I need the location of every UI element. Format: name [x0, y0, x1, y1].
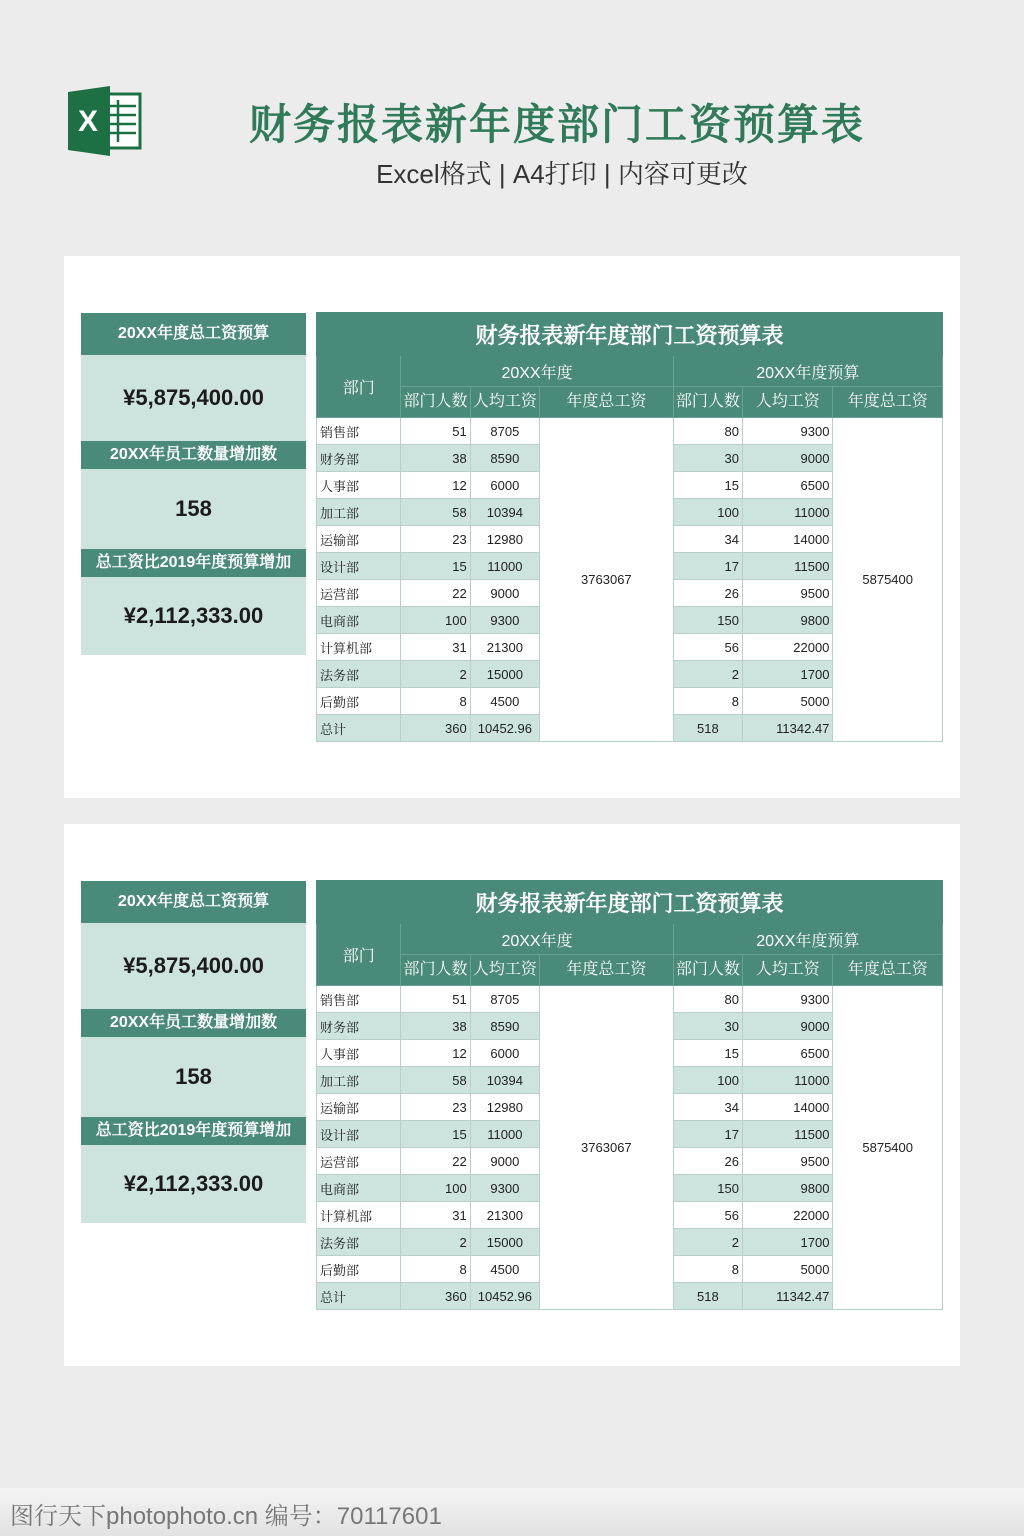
summary-label: 20XX年度总工资预算 — [81, 881, 306, 923]
avg-cell: 4500 — [470, 688, 539, 715]
avg-cell: 9000 — [743, 445, 833, 472]
people-cell: 58 — [401, 499, 470, 526]
people-cell: 2 — [673, 1229, 742, 1256]
avg-cell: 8705 — [470, 986, 539, 1013]
budget-card-2 — [64, 824, 960, 1366]
avg-cell: 15000 — [470, 1229, 539, 1256]
avg-cell: 11000 — [470, 1121, 539, 1148]
people-cell: 26 — [673, 580, 742, 607]
summary-label: 总工资比2019年度预算增加 — [81, 1117, 306, 1145]
summary-value: 158 — [81, 1037, 306, 1117]
col-total-header: 年度总工资 — [540, 955, 674, 986]
summary-label: 20XX年度总工资预算 — [81, 313, 306, 355]
budget-table — [316, 880, 943, 1310]
avg-cell: 9500 — [743, 1148, 833, 1175]
dept-cell: 财务部 — [317, 1013, 401, 1040]
people-cell: 2 — [673, 661, 742, 688]
avg-cell: 10394 — [470, 499, 539, 526]
people-cell: 34 — [673, 1094, 742, 1121]
avg-cell: 11000 — [470, 553, 539, 580]
summary-label: 20XX年员工数量增加数 — [81, 441, 306, 469]
people-cell: 23 — [401, 1094, 470, 1121]
dept-cell: 运输部 — [317, 1094, 401, 1121]
people-cell: 360 — [401, 1283, 470, 1310]
dept-header: 部门 — [317, 924, 401, 986]
dept-cell: 财务部 — [317, 445, 401, 472]
total-current-cell: 3763067 — [540, 986, 674, 1310]
col-people-header: 部门人数 — [401, 387, 470, 418]
col-people-header: 部门人数 — [673, 955, 742, 986]
dept-cell: 运营部 — [317, 1148, 401, 1175]
group-header-budget: 20XX年度预算 — [673, 924, 942, 955]
avg-cell: 9300 — [470, 1175, 539, 1202]
col-avg-header: 人均工资 — [470, 387, 539, 418]
dept-cell: 人事部 — [317, 472, 401, 499]
people-cell: 38 — [401, 445, 470, 472]
people-cell: 15 — [401, 553, 470, 580]
page-title: 财务报表新年度部门工资预算表 — [248, 101, 865, 148]
total-budget-cell: 5875400 — [833, 986, 943, 1310]
people-cell: 22 — [401, 1148, 470, 1175]
avg-cell: 9800 — [743, 1175, 833, 1202]
summary-panel — [81, 313, 306, 655]
dept-cell: 电商部 — [317, 607, 401, 634]
dept-cell: 销售部 — [317, 986, 401, 1013]
dept-cell: 运输部 — [317, 526, 401, 553]
people-cell: 150 — [673, 607, 742, 634]
people-cell: 518 — [673, 1283, 742, 1310]
avg-cell: 5000 — [743, 688, 833, 715]
group-header-current: 20XX年度 — [401, 924, 673, 955]
people-cell: 12 — [401, 472, 470, 499]
dept-cell: 加工部 — [317, 499, 401, 526]
avg-cell: 6500 — [743, 472, 833, 499]
people-cell: 58 — [401, 1067, 470, 1094]
people-cell: 38 — [401, 1013, 470, 1040]
people-cell: 100 — [673, 499, 742, 526]
people-cell: 15 — [401, 1121, 470, 1148]
avg-cell: 15000 — [470, 661, 539, 688]
dept-header: 部门 — [317, 356, 401, 418]
people-cell: 100 — [673, 1067, 742, 1094]
avg-cell: 10394 — [470, 1067, 539, 1094]
total-budget-cell: 5875400 — [833, 418, 943, 742]
budget-table — [316, 312, 943, 742]
avg-cell: 14000 — [743, 1094, 833, 1121]
avg-cell: 22000 — [743, 634, 833, 661]
people-cell: 15 — [673, 472, 742, 499]
people-cell: 8 — [401, 688, 470, 715]
col-total-header: 年度总工资 — [540, 387, 674, 418]
people-cell: 15 — [673, 1040, 742, 1067]
col-people-header: 部门人数 — [673, 387, 742, 418]
avg-cell: 6000 — [470, 1040, 539, 1067]
dept-cell: 计算机部 — [317, 1202, 401, 1229]
people-cell: 360 — [401, 715, 470, 742]
people-cell: 2 — [401, 661, 470, 688]
avg-cell: 9800 — [743, 607, 833, 634]
table-row — [317, 986, 943, 1013]
avg-cell: 9000 — [470, 580, 539, 607]
people-cell: 8 — [401, 1256, 470, 1283]
dept-cell: 运营部 — [317, 580, 401, 607]
avg-cell: 8590 — [470, 445, 539, 472]
avg-cell: 21300 — [470, 634, 539, 661]
dept-cell: 总计 — [317, 1283, 401, 1310]
people-cell: 31 — [401, 634, 470, 661]
avg-cell: 9500 — [743, 580, 833, 607]
people-cell: 100 — [401, 1175, 470, 1202]
summary-value: 158 — [81, 469, 306, 549]
table-title: 财务报表新年度部门工资预算表 — [317, 313, 943, 356]
people-cell: 56 — [673, 1202, 742, 1229]
table-title: 财务报表新年度部门工资预算表 — [317, 881, 943, 924]
logo-letter: X — [77, 105, 99, 138]
people-cell: 8 — [673, 1256, 742, 1283]
table-row — [317, 418, 943, 445]
watermark-text: 图行天下photophoto.cn 编号：70117601 — [10, 1503, 442, 1530]
col-avg-header: 人均工资 — [470, 955, 539, 986]
col-total-header: 年度总工资 — [833, 955, 943, 986]
dept-cell: 销售部 — [317, 418, 401, 445]
avg-cell: 9000 — [470, 1148, 539, 1175]
people-cell: 22 — [401, 580, 470, 607]
people-cell: 51 — [401, 986, 470, 1013]
avg-cell: 21300 — [470, 1202, 539, 1229]
col-people-header: 部门人数 — [401, 955, 470, 986]
summary-value: ¥2,112,333.00 — [81, 1145, 306, 1223]
budget-card-1 — [64, 256, 960, 798]
avg-cell: 22000 — [743, 1202, 833, 1229]
summary-label: 总工资比2019年度预算增加 — [81, 549, 306, 577]
dept-cell: 设计部 — [317, 553, 401, 580]
col-avg-header: 人均工资 — [743, 955, 833, 986]
group-header-current: 20XX年度 — [401, 356, 673, 387]
people-cell: 17 — [673, 553, 742, 580]
avg-cell: 11500 — [743, 553, 833, 580]
dept-cell: 后勤部 — [317, 1256, 401, 1283]
avg-cell: 4500 — [470, 1256, 539, 1283]
people-cell: 30 — [673, 1013, 742, 1040]
summary-value: ¥5,875,400.00 — [81, 355, 306, 441]
people-cell: 23 — [401, 526, 470, 553]
people-cell: 8 — [673, 688, 742, 715]
summary-label: 20XX年员工数量增加数 — [81, 1009, 306, 1037]
avg-cell: 11342.47 — [743, 1283, 833, 1310]
people-cell: 17 — [673, 1121, 742, 1148]
avg-cell: 12980 — [470, 1094, 539, 1121]
avg-cell: 10452.96 — [470, 715, 539, 742]
avg-cell: 8705 — [470, 418, 539, 445]
group-header-budget: 20XX年度预算 — [673, 356, 942, 387]
dept-cell: 电商部 — [317, 1175, 401, 1202]
summary-value: ¥2,112,333.00 — [81, 577, 306, 655]
people-cell: 26 — [673, 1148, 742, 1175]
people-cell: 2 — [401, 1229, 470, 1256]
people-cell: 100 — [401, 607, 470, 634]
avg-cell: 11000 — [743, 1067, 833, 1094]
avg-cell: 1700 — [743, 661, 833, 688]
summary-panel — [81, 881, 306, 1223]
people-cell: 31 — [401, 1202, 470, 1229]
avg-cell: 9300 — [743, 986, 833, 1013]
col-total-header: 年度总工资 — [833, 387, 943, 418]
people-cell: 80 — [673, 418, 742, 445]
people-cell: 12 — [401, 1040, 470, 1067]
avg-cell: 9300 — [743, 418, 833, 445]
dept-cell: 计算机部 — [317, 634, 401, 661]
dept-cell: 设计部 — [317, 1121, 401, 1148]
dept-cell: 后勤部 — [317, 688, 401, 715]
people-cell: 80 — [673, 986, 742, 1013]
dept-cell: 法务部 — [317, 1229, 401, 1256]
dept-cell: 总计 — [317, 715, 401, 742]
avg-cell: 11342.47 — [743, 715, 833, 742]
dept-cell: 法务部 — [317, 661, 401, 688]
avg-cell: 5000 — [743, 1256, 833, 1283]
col-avg-header: 人均工资 — [743, 387, 833, 418]
people-cell: 56 — [673, 634, 742, 661]
people-cell: 150 — [673, 1175, 742, 1202]
avg-cell: 12980 — [470, 526, 539, 553]
avg-cell: 8590 — [470, 1013, 539, 1040]
page-subtitle: Excel格式 | A4打印 | 内容可更改 — [376, 159, 748, 189]
summary-value: ¥5,875,400.00 — [81, 923, 306, 1009]
people-cell: 34 — [673, 526, 742, 553]
avg-cell: 9300 — [470, 607, 539, 634]
dept-cell: 人事部 — [317, 1040, 401, 1067]
people-cell: 30 — [673, 445, 742, 472]
avg-cell: 1700 — [743, 1229, 833, 1256]
people-cell: 51 — [401, 418, 470, 445]
watermark-bar — [0, 1488, 1024, 1536]
avg-cell: 11000 — [743, 499, 833, 526]
dept-cell: 加工部 — [317, 1067, 401, 1094]
total-current-cell: 3763067 — [540, 418, 674, 742]
avg-cell: 6500 — [743, 1040, 833, 1067]
avg-cell: 14000 — [743, 526, 833, 553]
people-cell: 518 — [673, 715, 742, 742]
avg-cell: 11500 — [743, 1121, 833, 1148]
avg-cell: 9000 — [743, 1013, 833, 1040]
avg-cell: 6000 — [470, 472, 539, 499]
avg-cell: 10452.96 — [470, 1283, 539, 1310]
